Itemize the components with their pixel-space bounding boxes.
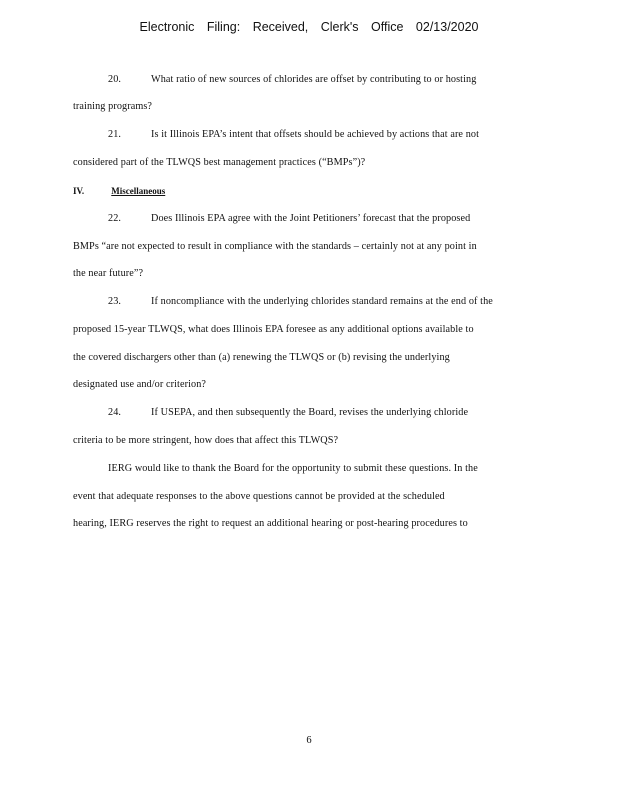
question-24-number: 24. bbox=[108, 407, 122, 418]
question-20-number: 20. bbox=[108, 74, 122, 85]
question-24-text-1: If USEPA, and then subsequently the Board, revises the underlying chloride bbox=[151, 407, 469, 418]
question-20-line-2: training programs? bbox=[73, 101, 153, 112]
question-21-text-1: Is it Illinois EPA’s intent that offsets should be achieved by actions that are not bbox=[151, 129, 480, 140]
question-23-line-1 bbox=[108, 296, 539, 307]
question-24-line-1 bbox=[108, 407, 539, 418]
question-23-number: 23. bbox=[108, 296, 122, 307]
question-23-line-4: designated use and/or criterion? bbox=[73, 379, 207, 390]
section-title: Miscellaneous bbox=[111, 186, 166, 196]
question-22-line-1 bbox=[108, 213, 539, 224]
question-22-text-1: Does Illinois EPA agree with the Joint Petitioners’ forecast that the proposed bbox=[151, 213, 471, 224]
page-number: 6 bbox=[306, 735, 312, 746]
question-21-line-2: considered part of the TLWQS best management practices (“BMPs”)? bbox=[73, 157, 366, 168]
closing-line-1: IERG would like to thank the Board for the opportunity to submit these questions. In the bbox=[108, 463, 478, 474]
question-21-line-1 bbox=[108, 129, 539, 140]
question-21-number: 21. bbox=[108, 129, 122, 140]
question-24-line-2: criteria to be more stringent, how does that affect this TLWQS? bbox=[73, 435, 339, 446]
question-20-text-1: What ratio of new sources of chlorides are offset by contributing to or hosting bbox=[151, 74, 477, 85]
question-22-line-3: the near future”? bbox=[73, 268, 144, 279]
question-22-line-2: BMPs “are not expected to result in compliance with the standards – certainly not at any point in bbox=[73, 241, 477, 252]
section-roman-numeral: IV. bbox=[73, 186, 85, 196]
filing-stamp-header: Electronic Filing: Received, Clerk's Office 02/13/2020 bbox=[139, 20, 479, 34]
question-23-line-2: proposed 15-year TLWQS, what does Illinois EPA foresee as any additional options available to bbox=[73, 324, 474, 335]
question-23-text-1: If noncompliance with the underlying chlorides standard remains at the end of the bbox=[151, 296, 493, 307]
closing-line-3: hearing, IERG reserves the right to request an additional hearing or post-hearing procedures to bbox=[73, 518, 468, 529]
question-22-number: 22. bbox=[108, 213, 122, 224]
section-heading bbox=[73, 186, 195, 196]
closing-line-2: event that adequate responses to the above questions cannot be provided at the scheduled bbox=[73, 491, 445, 502]
question-20-line-1 bbox=[108, 74, 539, 85]
question-23-line-3: the covered dischargers other than (a) renewing the TLWQS or (b) revising the underlying bbox=[73, 352, 450, 363]
